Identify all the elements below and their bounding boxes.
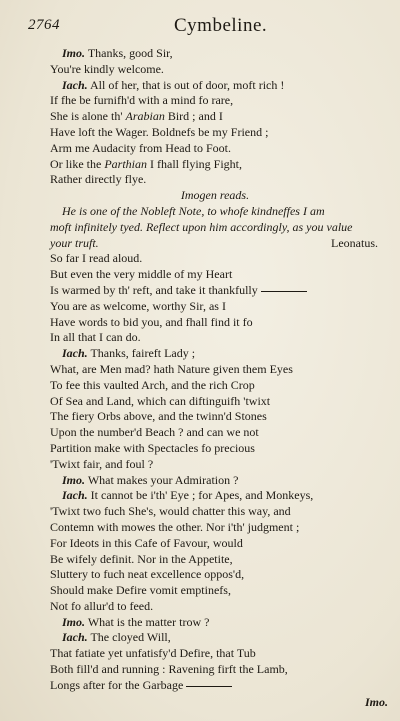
text-line: 'Twixt fair, and foul ? <box>50 456 154 471</box>
em-dash-rule <box>261 291 307 292</box>
text-line: The fiery Orbs above, and the twinn'd Stones <box>50 409 267 424</box>
text-line: Iach. The cloyed Will, <box>62 630 171 645</box>
text-line: Imo. Thanks, good Sir, <box>62 46 173 60</box>
letter-signature: Leonatus. <box>331 235 378 250</box>
text-line: Have loft the Wager. Boldnefs be my Friend ; <box>50 124 269 139</box>
text-line: Upon the number'd Beach ? and can we not <box>50 425 259 440</box>
text-line: You are as welcome, worthy Sir, as I <box>50 298 226 313</box>
text-line: Iach. All of her, that is out of door, moft rich ! <box>62 77 285 92</box>
letter-line: your truft. Leonatus. <box>50 235 378 250</box>
text-line: In all that I can do. <box>50 330 141 345</box>
play-text <box>50 46 380 694</box>
text-line: Be wifely definit. Nor in the Appetite, <box>50 551 233 566</box>
text-line: What, are Men mad? hath Nature given them Eyes <box>50 361 293 376</box>
text-line: Sluttery to fuch neat excellence oppos'd, <box>50 567 245 582</box>
text-line: Arm me Audacity from Head to Foot. <box>50 140 231 155</box>
text-line: She is alone th' Arabian Bird ; and I <box>50 109 223 124</box>
text-line: Iach. It cannot be i'th' Eye ; for Apes, and Monkeys, <box>62 488 314 503</box>
text-line: Have words to bid you, and fhall find it fo <box>50 314 253 329</box>
em-dash-rule <box>186 686 232 687</box>
text-line: Iach. Thanks, faireft Lady ; <box>62 346 196 361</box>
page-number: 2764 <box>28 17 60 33</box>
text-line: Is warmed by th' reft, and take it thankfully <box>50 283 380 299</box>
catchword: Imo. <box>364 695 388 709</box>
text-line: For Ideots in this Cafe of Favour, would <box>50 535 243 550</box>
text-line: 'Twixt two fuch She's, would chatter this way, and <box>50 504 291 519</box>
text-line: Imo. What makes your Admiration ? <box>62 472 239 487</box>
text-line: Not fo allur'd to feed. <box>50 598 154 613</box>
text-line: Or like the Parthian I fhall flying Fight, <box>50 156 242 171</box>
text-line: You're kindly welcome. <box>50 61 164 76</box>
text-line: Rather directly flye. <box>50 172 147 187</box>
text-line: If fhe be furnifh'd with a mind fo rare, <box>50 93 234 108</box>
running-title: Cymbeline. <box>174 15 268 36</box>
text-line: Partition make with Spectacles fo precious <box>50 440 255 455</box>
text-line: But even the very middle of my Heart <box>50 267 233 282</box>
text-line: Longs after for the Garbage <box>50 678 380 694</box>
text-line: That fatiate yet unfatisfy'd Defire, that Tub <box>50 646 256 661</box>
text-line: To fee this vaulted Arch, and the rich Crop <box>50 377 255 392</box>
letter-line: He is one of the Nobleft Note, to whofe kindneffes I am <box>62 203 325 218</box>
text-line: Of Sea and Land, which can diftinguifh 'twixt <box>50 393 271 408</box>
text-line: Should make Defire vomit emptinefs, <box>50 583 231 598</box>
text-line: Imo. What is the matter trow ? <box>62 614 210 629</box>
text-line: Both fill'd and running : Ravening firft the Lamb, <box>50 662 288 677</box>
letter-line: moft infinitely tyed. Reflect upon him accordingly, as you value <box>50 219 353 234</box>
text-line: So far I read aloud. <box>50 251 143 266</box>
text-line: Contemn with mowes the other. Nor i'th' judgment ; <box>50 519 300 534</box>
stage-direction: Imogen reads. <box>180 188 250 203</box>
page-header <box>28 15 380 39</box>
